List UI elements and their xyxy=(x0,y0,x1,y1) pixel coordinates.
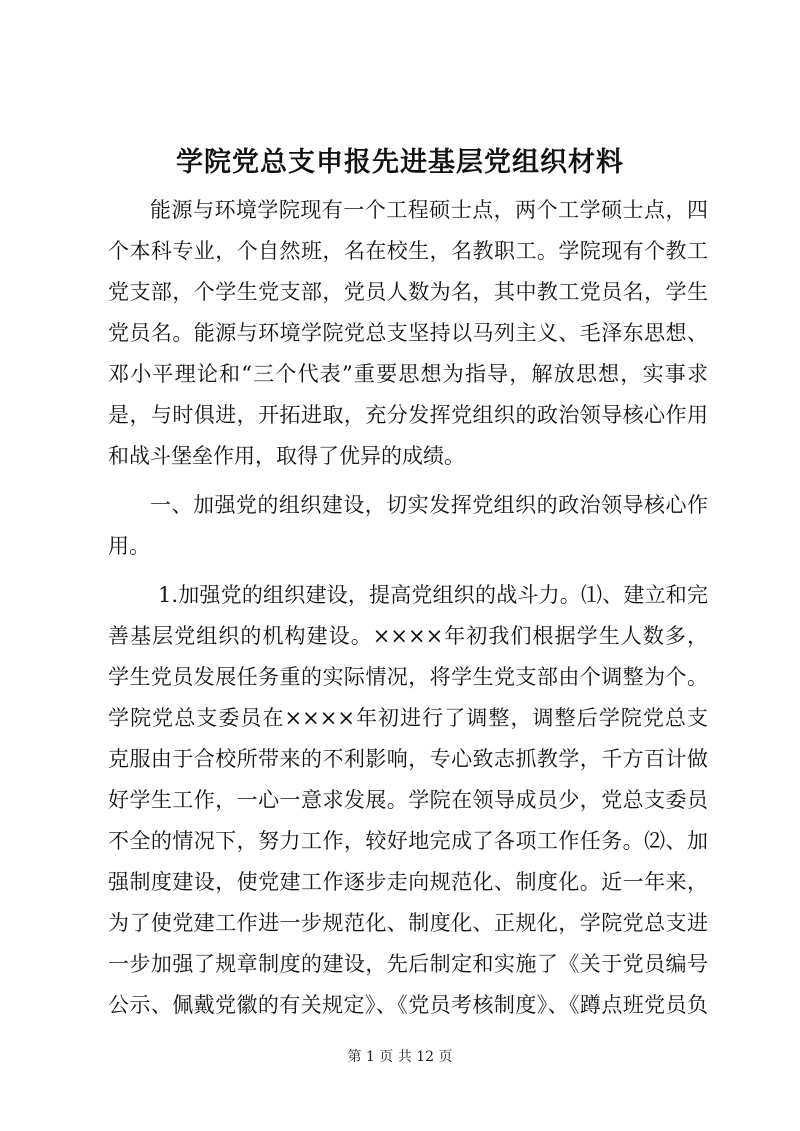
paragraph-line: 好学生工作，一心一意求发展。学院在领导成员少，党总支委员 xyxy=(108,788,708,812)
paragraph-line: 学生党员发展任务重的实际情况，将学生党支部由个调整为个。 xyxy=(108,665,708,689)
paragraph-spacer xyxy=(108,477,708,485)
paragraph-line: 1.加强党的组织建设，提高党组织的战斗力。⑴、建立和完 xyxy=(158,583,708,607)
paragraph-line: 不全的情况下，努力工作，较好地完成了各项工作任务。⑵、加 xyxy=(108,829,708,853)
paragraph-line: 党员名。能源与环境学院党总支坚持以马列主义、毛泽东思想、 xyxy=(108,321,708,345)
paragraph-line: 党支部，个学生党支部，党员人数为名，其中教工党员名，学生 xyxy=(108,280,708,304)
paragraph-spacer xyxy=(108,567,708,575)
paragraph-line: 一步加强了规章制度的建设，先后制定和实施了《关于党员编号 xyxy=(108,952,708,976)
paragraph-line: 公示、佩戴党徽的有关规定》、《党员考核制度》、《蹲点班党员负 xyxy=(108,993,708,1017)
paragraph-line: 邓小平理论和“三个代表”重要思想为指导，解放思想，实事求 xyxy=(108,362,708,386)
paragraph-line: 为了使党建工作进一步规范化、制度化、正规化，学院党总支进 xyxy=(108,911,708,935)
page-number-footer: 第 1 页 共 12 页 xyxy=(347,1049,453,1065)
paragraph-line: 强制度建设，使党建工作逐步走向规范化、制度化。近一年来， xyxy=(108,870,708,894)
document-title: 学院党总支申报先进基层党组织材料 xyxy=(176,147,624,178)
paragraph-line: 一、加强党的组织建设，切实发挥党组织的政治领导核心作 xyxy=(150,493,708,517)
paragraph-organization xyxy=(108,575,708,1026)
paragraph-intro xyxy=(108,190,708,477)
paragraph-line: 能源与环境学院现有一个工程硕士点，两个工学硕士点，四 xyxy=(150,198,708,222)
paragraph-line: 克服由于合校所带来的不利影响，专心致志抓教学，千方百计做 xyxy=(108,747,708,771)
paragraph-line: 个本科专业，个自然班，名在校生，名教职工。学院现有个教工 xyxy=(108,239,708,263)
paragraph-line: 和战斗堡垒作用，取得了优异的成绩。 xyxy=(108,444,465,468)
paragraph-section-heading xyxy=(108,485,708,567)
paragraph-line: 是，与时俱进，开拓进取，充分发挥党组织的政治领导核心作用 xyxy=(108,403,708,427)
paragraph-line: 用。 xyxy=(108,534,150,558)
paragraph-line: 善基层党组织的机构建设。××××年初我们根据学生人数多， xyxy=(108,624,708,648)
document-body xyxy=(108,190,708,1026)
paragraph-line: 学院党总支委员在××××年初进行了调整，调整后学院党总支 xyxy=(108,706,708,730)
